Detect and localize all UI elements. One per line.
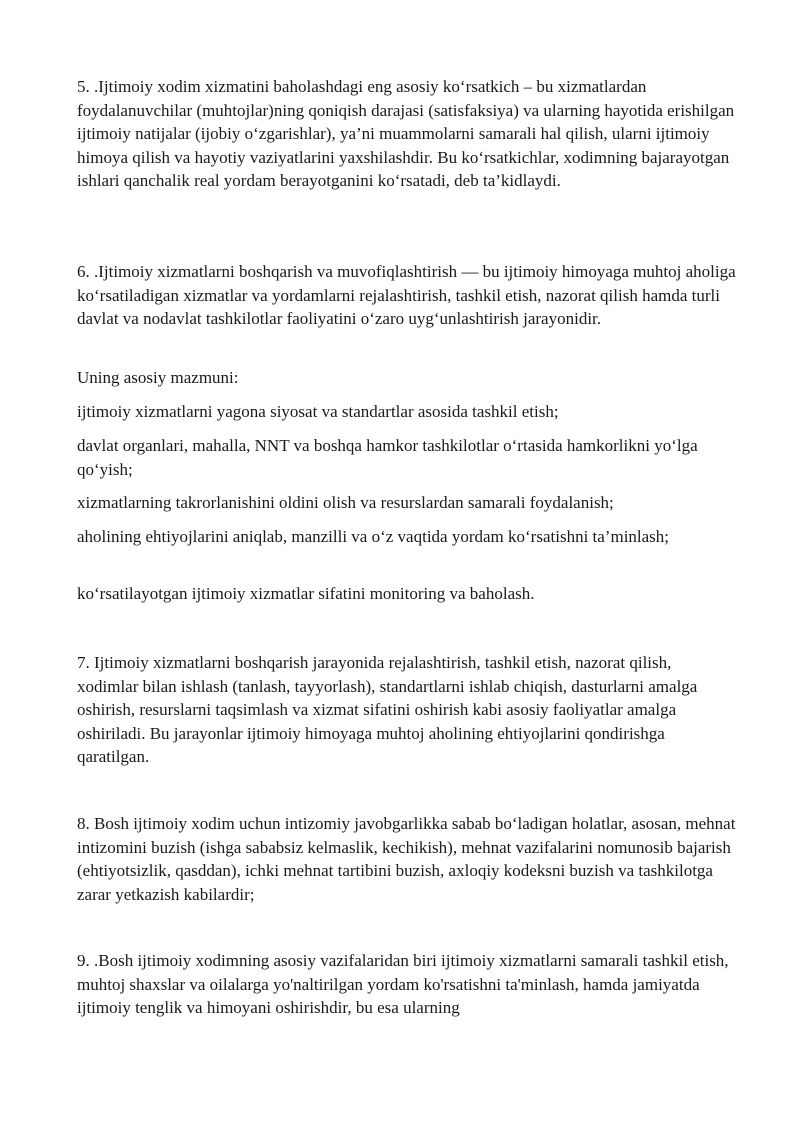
section-6-subheading: Uning asosiy mazmuni: <box>77 368 239 387</box>
list-item: aholining ehtiyojlarini aniqlab, manzilli va o‘z vaqtida yordam ko‘rsatishni ta’minlash; <box>77 527 670 546</box>
section-6-item-3-block <box>77 491 737 515</box>
section-5 <box>77 75 737 193</box>
section-8-paragraph: 8. Bosh ijtimoiy xodim uchun intizomiy javobgarlikka sabab bo‘ladigan holatlar, asosan, mehnat intizomini buzish (ishga sababsiz kelmaslik, kechikish), mehnat vazifalarini nomunosib bajarish (ehtiyotsizlik, qasddan), ichki mehnat tartibini buzish, axloqiy kodeksni buzish va tashkilotga zarar yetkazish kabilardir; <box>77 814 736 904</box>
section-9-paragraph: 9. .Bosh ijtimoiy xodimning asosiy vazifalaridan biri ijtimoiy xizmatlarni samarali tashkil etish, muhtoj shaxslar va oilalarga yo'naltirilgan yordam ko'rsatishni ta'minlash, hamda jamiyatda ijtimoiy tenglik va himoyani oshirishdir, bu esa ularning <box>77 951 729 1017</box>
list-item: ko‘rsatilayotgan ijtimoiy xizmatlar sifatini monitoring va baholash. <box>77 584 535 603</box>
section-5-paragraph: 5. .Ijtimoiy xodim xizmatini baholashdagi eng asosiy ko‘rsatkich – bu xizmatlardan foydalanuvchilar (muhtojlar)ning qoniqish darajasi (satisfaksiya) va ularning hayotida erishilgan ijtimoiy natijalar (ijobiy o‘zgarishlar), ya’ni muammolarni samarali hal qilish, ularni ijtimoiy himoya qilish va hayotiy vaziyatlarini yaxshilashdir. Bu ko‘rsatkichlar, xodimning bajarayotgan ishlari qanchalik real yordam berayotganini ko‘rsatadi, deb ta’kidlaydi. <box>77 77 735 190</box>
list-item: davlat organlari, mahalla, NNT va boshqa hamkor tashkilotlar o‘rtasida hamkorlikni yo‘lga qo‘yish; <box>77 436 698 479</box>
section-6-item-1-block <box>77 400 737 424</box>
section-8 <box>77 812 737 906</box>
list-item: ijtimoiy xizmatlarni yagona siyosat va standartlar asosida tashkil etish; <box>77 402 559 421</box>
section-7-paragraph: 7. Ijtimoiy xizmatlarni boshqarish jarayonida rejalashtirish, tashkil etish, nazorat qilish, xodimlar bilan ishlash (tanlash, tayyorlash), standartlarni ishlab chiqish, dasturlarni amalga oshirish, resurslarni taqsimlash va xizmat sifatini oshirish kabi asosiy faoliyatlar amalga oshiriladi. Bu jarayonlar ijtimoiy himoyaga muhtoj aholining ehtiyojlarini qondirishga qaratilgan. <box>77 653 698 766</box>
section-6-paragraph: 6. .Ijtimoiy xizmatlarni boshqarish va muvofiqlashtirish — bu ijtimoiy himoyaga muhtoj aholiga ko‘rsatiladigan xizmatlar va yordamlarni rejalashtirish, tashkil etish, nazorat qilish hamda turli davlat va nodavlat tashkilotlar faoliyatini o‘zaro uyg‘unlashtirish jarayonidir. <box>77 262 736 328</box>
section-6-item-5-block <box>77 582 737 606</box>
section-9 <box>77 949 737 1020</box>
section-6-item-4-block <box>77 525 737 549</box>
section-7 <box>77 651 737 769</box>
list-item: xizmatlarning takrorlanishini oldini olish va resurslardan samarali foydalanish; <box>77 493 614 512</box>
section-6-subheading-block <box>77 366 737 390</box>
section-6 <box>77 260 737 331</box>
section-6-item-2-block <box>77 434 737 481</box>
